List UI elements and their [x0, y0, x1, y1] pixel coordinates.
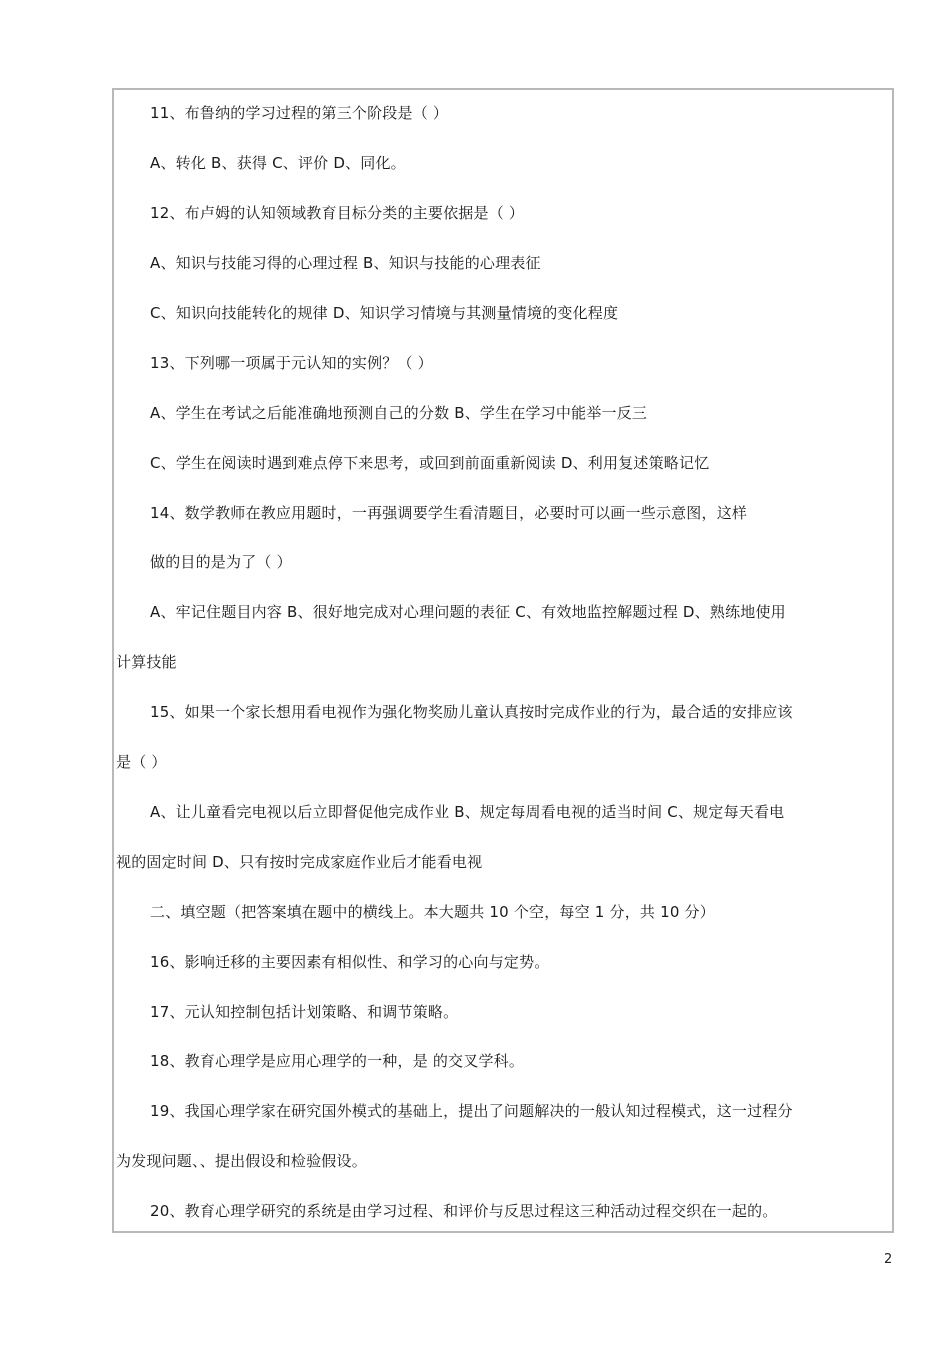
question-14-stem-line-2: 做的目的是为了（ ）: [150, 553, 292, 571]
question-15-options-line-1: A、让儿童看完电视以后立即督促他完成作业 B、规定每周看电视的适当时间 C、规定每天看电: [150, 803, 785, 821]
question-15-stem-line-1: 15、如果一个家长想用看电视作为强化物奖励儿童认真按时完成作业的行为，最合适的安排应该: [150, 703, 793, 721]
question-20: 20、教育心理学研究的系统是由学习过程、和评价与反思过程这三种活动过程交织在一起的。: [150, 1202, 778, 1220]
question-13-options-ab: A、学生在考试之后能准确地预测自己的分数 B、学生在学习中能举一反三: [150, 404, 648, 422]
question-18: 18、教育心理学是应用心理学的一种，是 的交叉学科。: [150, 1052, 525, 1070]
question-17: 17、元认知控制包括计划策略、和调节策略。: [150, 1003, 459, 1021]
question-12-options-cd: C、知识向技能转化的规律 D、知识学习情境与其测量情境的变化程度: [150, 304, 619, 322]
question-14-options-line-2: 计算技能: [116, 653, 177, 671]
question-16: 16、影响迁移的主要因素有相似性、和学习的心向与定势。: [150, 953, 550, 971]
question-12-options-ab: A、知识与技能习得的心理过程 B、知识与技能的心理表征: [150, 254, 541, 272]
section-heading-fill-in: 二、填空题（把答案填在题中的横线上。本大题共 10 个空，每空 1 分，共 10 分）: [150, 903, 715, 921]
question-11-stem: 11、布鲁纳的学习过程的第三个阶段是（ ）: [150, 104, 449, 122]
question-14-options-line-1: A、牢记住题目内容 B、很好地完成对心理问题的表征 C、有效地监控解题过程 D、熟练地使用: [150, 603, 786, 621]
page-number: 2: [884, 1252, 893, 1267]
question-15-options-line-2: 视的固定时间 D、只有按时完成家庭作业后才能看电视: [116, 853, 483, 871]
question-13-options-cd: C、学生在阅读时遇到难点停下来思考，或回到前面重新阅读 D、利用复述策略记忆: [150, 454, 710, 472]
question-13-stem: 13、下列哪一项属于元认知的实例？（ ）: [150, 354, 433, 372]
question-14-stem-line-1: 14、数学教师在教应用题时，一再强调要学生看清题目，必要时可以画一些示意图，这样: [150, 504, 748, 522]
question-19-line-1: 19、我国心理学家在研究国外模式的基础上，提出了问题解决的一般认知过程模式，这一过程分: [150, 1102, 793, 1120]
question-15-stem-line-2: 是（ ）: [116, 753, 167, 771]
question-11-options: A、转化 B、获得 C、评价 D、同化。: [150, 154, 406, 172]
question-12-stem: 12、布卢姆的认知领域教育目标分类的主要依据是（ ）: [150, 204, 525, 222]
question-19-line-2: 为发现问题、、提出假设和检验假设。: [116, 1152, 367, 1170]
